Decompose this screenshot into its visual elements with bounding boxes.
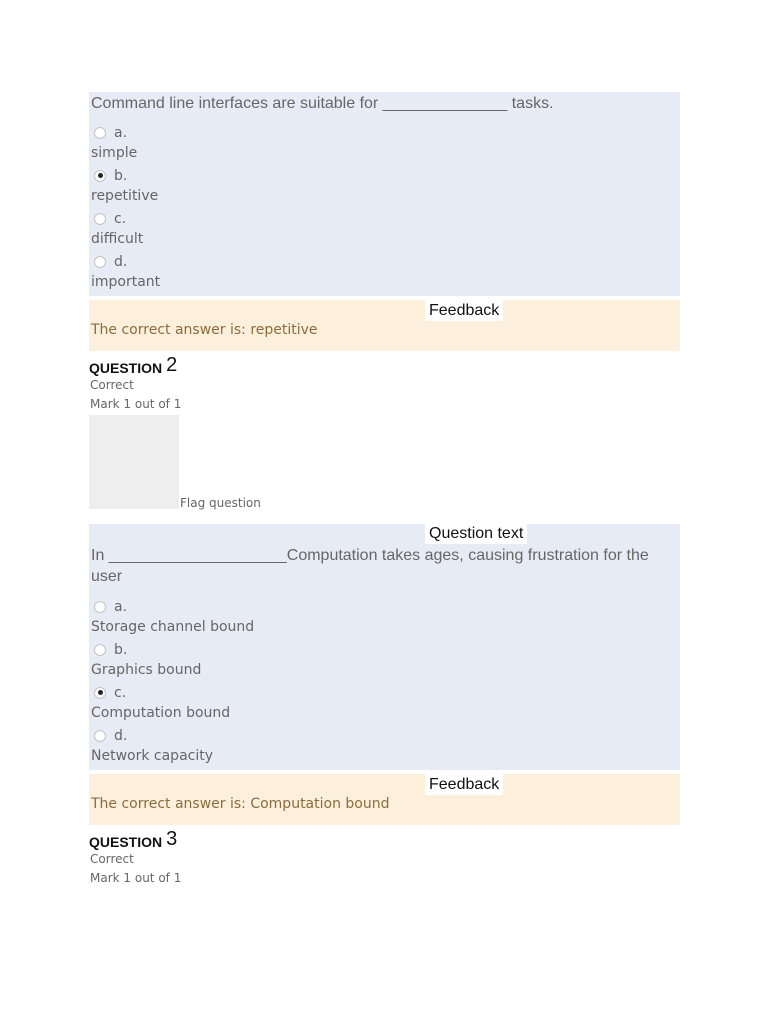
feedback-heading-bar [89, 774, 680, 795]
option-text: Storage channel bound [91, 619, 255, 635]
feedback-correct-answer: The correct answer is: Computation bound [89, 795, 680, 825]
radio-button[interactable] [94, 127, 106, 139]
q2-option-b[interactable] [91, 639, 678, 660]
option-letter: a. [114, 598, 128, 615]
radio-button[interactable] [94, 601, 106, 613]
question-2-prompt: In ____________________Computation takes ages, causing frustration for the user [91, 547, 649, 585]
option-text: repetitive [91, 188, 159, 204]
question-1-text-block [89, 92, 680, 296]
option-text: important [91, 274, 161, 290]
question-label: QUESTION [89, 834, 163, 850]
question-1-prompt: Command line interfaces are suitable for ______________ tasks. [91, 95, 554, 112]
option-text: Graphics bound [91, 662, 202, 678]
feedback-heading-bar [89, 300, 680, 321]
radio-button[interactable] [94, 644, 106, 656]
option-letter: d. [114, 727, 128, 744]
question-3-header [89, 828, 680, 850]
q2-option-d[interactable] [91, 725, 678, 746]
option-text: Network capacity [91, 748, 214, 764]
radio-button[interactable] [94, 256, 106, 268]
question-number: 3 [166, 828, 178, 850]
feedback-heading: Feedback [425, 300, 503, 321]
flag-question-link[interactable]: Flag question [180, 496, 261, 510]
radio-button[interactable] [94, 213, 106, 225]
option-letter: c. [114, 210, 127, 227]
radio-button[interactable] [94, 730, 106, 742]
flag-icon[interactable] [89, 415, 179, 509]
question-mark: Mark 1 out of 1 [90, 397, 182, 411]
option-letter: b. [114, 641, 128, 658]
feedback-heading: Feedback [425, 774, 503, 795]
option-letter: b. [114, 167, 128, 184]
option-text: difficult [91, 231, 144, 247]
q2-option-c[interactable] [91, 682, 678, 703]
question-label: QUESTION [89, 360, 163, 376]
q1-option-a[interactable] [91, 122, 678, 143]
question-text-heading-bar [89, 524, 680, 544]
question-2-header [89, 354, 680, 376]
flag-question-control[interactable] [89, 415, 680, 509]
option-letter: c. [114, 684, 127, 701]
option-text: simple [91, 145, 138, 161]
option-letter: d. [114, 253, 128, 270]
q2-option-a[interactable] [91, 596, 678, 617]
question-text-heading: Question text [425, 524, 527, 544]
q1-option-b[interactable] [91, 165, 678, 186]
radio-button-selected[interactable] [94, 687, 106, 699]
question-2-text-block [89, 544, 680, 770]
option-letter: a. [114, 124, 128, 141]
question-mark: Mark 1 out of 1 [90, 871, 182, 885]
q1-option-c[interactable] [91, 208, 678, 229]
quiz-review-page [89, 92, 680, 888]
q1-option-d[interactable] [91, 251, 678, 272]
feedback-correct-answer: The correct answer is: repetitive [89, 321, 680, 351]
question-status: Correct [90, 852, 134, 866]
question-status: Correct [90, 378, 134, 392]
option-text: Computation bound [91, 705, 231, 721]
question-1-feedback [89, 300, 680, 351]
question-2-feedback [89, 774, 680, 825]
radio-button-selected[interactable] [94, 170, 106, 182]
question-number: 2 [166, 354, 178, 376]
